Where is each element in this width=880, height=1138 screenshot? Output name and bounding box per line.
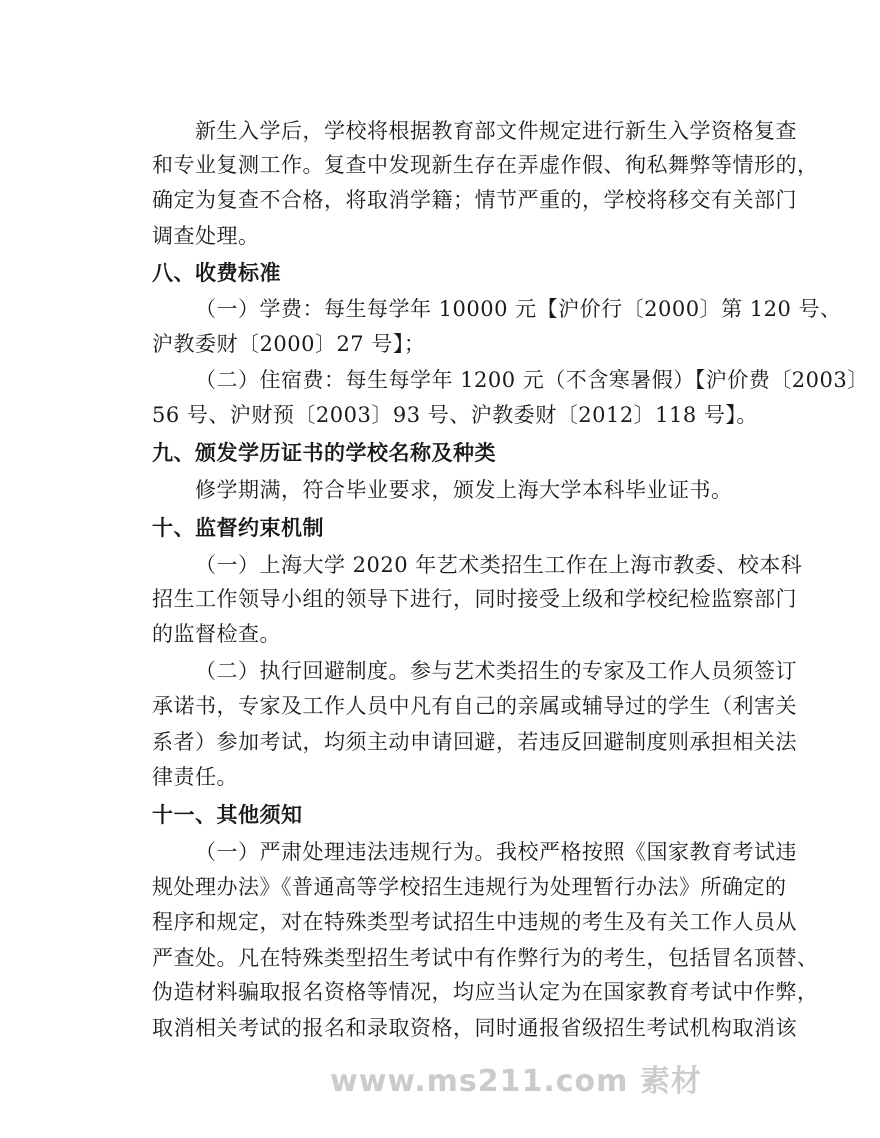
text-line: 严查处。凡在特殊类型招生考试中有作弊行为的考生，包括冒名顶替、: [152, 946, 819, 970]
text-line: 承诺书，专家及工作人员中凡有自己的亲属或辅导过的学生（利害关: [152, 694, 797, 718]
text-line: 修学期满，符合毕业要求，颁发上海大学本科毕业证书。: [195, 478, 733, 502]
text-line: （二）执行回避制度。参与艺术类招生的专家及工作人员须签订: [195, 659, 797, 683]
text-line: 的监督检查。: [152, 622, 281, 646]
text-line: 确定为复查不合格，将取消学籍；情节严重的，学校将移交有关部门: [152, 188, 797, 212]
text-line: 沪教委财〔2000〕27 号】；: [152, 332, 426, 356]
section-heading: 八、收费标准: [152, 260, 281, 285]
text-line: 调查处理。: [152, 224, 260, 248]
text-line: 律责任。: [152, 765, 238, 789]
section-heading: 九、颁发学历证书的学校名称及种类: [152, 440, 496, 465]
text-line: 56 号、沪财预〔2003〕93 号、沪教委财〔2012〕118 号】。: [152, 403, 758, 427]
text-line: 程序和规定，对在特殊类型考试招生中违规的考生及有关工作人员从: [152, 910, 797, 934]
watermark: www.ms211.com 素材: [330, 1064, 702, 1099]
text-line: 伪造材料骗取报名资格等情况，均应当认定为在国家教育考试中作弊，: [152, 980, 819, 1004]
text-line: （一）学费：每生每学年 10000 元【沪价行〔2000〕第 120 号、: [195, 297, 842, 321]
text-line: 系者）参加考试，均须主动申请回避，若违反回避制度则承担相关法: [152, 730, 797, 754]
text-line: 和专业复测工作。复查中发现新生存在弄虚作假、徇私舞弊等情形的，: [152, 153, 819, 177]
section-heading: 十一、其他须知: [152, 802, 303, 827]
text-line: 规处理办法》《普通高等学校招生违规行为处理暂行办法》所确定的: [152, 875, 787, 899]
text-line: 取消相关考试的报名和录取资格，同时通报省级招生考试机构取消该: [152, 1016, 797, 1040]
text-line: 招生工作领导小组的领导下进行，同时接受上级和学校纪检监察部门: [152, 587, 797, 611]
text-line: 新生入学后，学校将根据教育部文件规定进行新生入学资格复查: [195, 119, 797, 143]
section-heading: 十、监督约束机制: [152, 515, 324, 540]
text-line: （一）严肃处理违法违规行为。我校严格按照《国家教育考试违: [195, 840, 797, 864]
text-line: （一）上海大学 2020 年艺术类招生工作在上海市教委、校本科: [195, 553, 803, 577]
text-line: （二）住宿费：每生每学年 1200 元（不含寒暑假）【沪价费〔2003〕: [195, 368, 869, 392]
